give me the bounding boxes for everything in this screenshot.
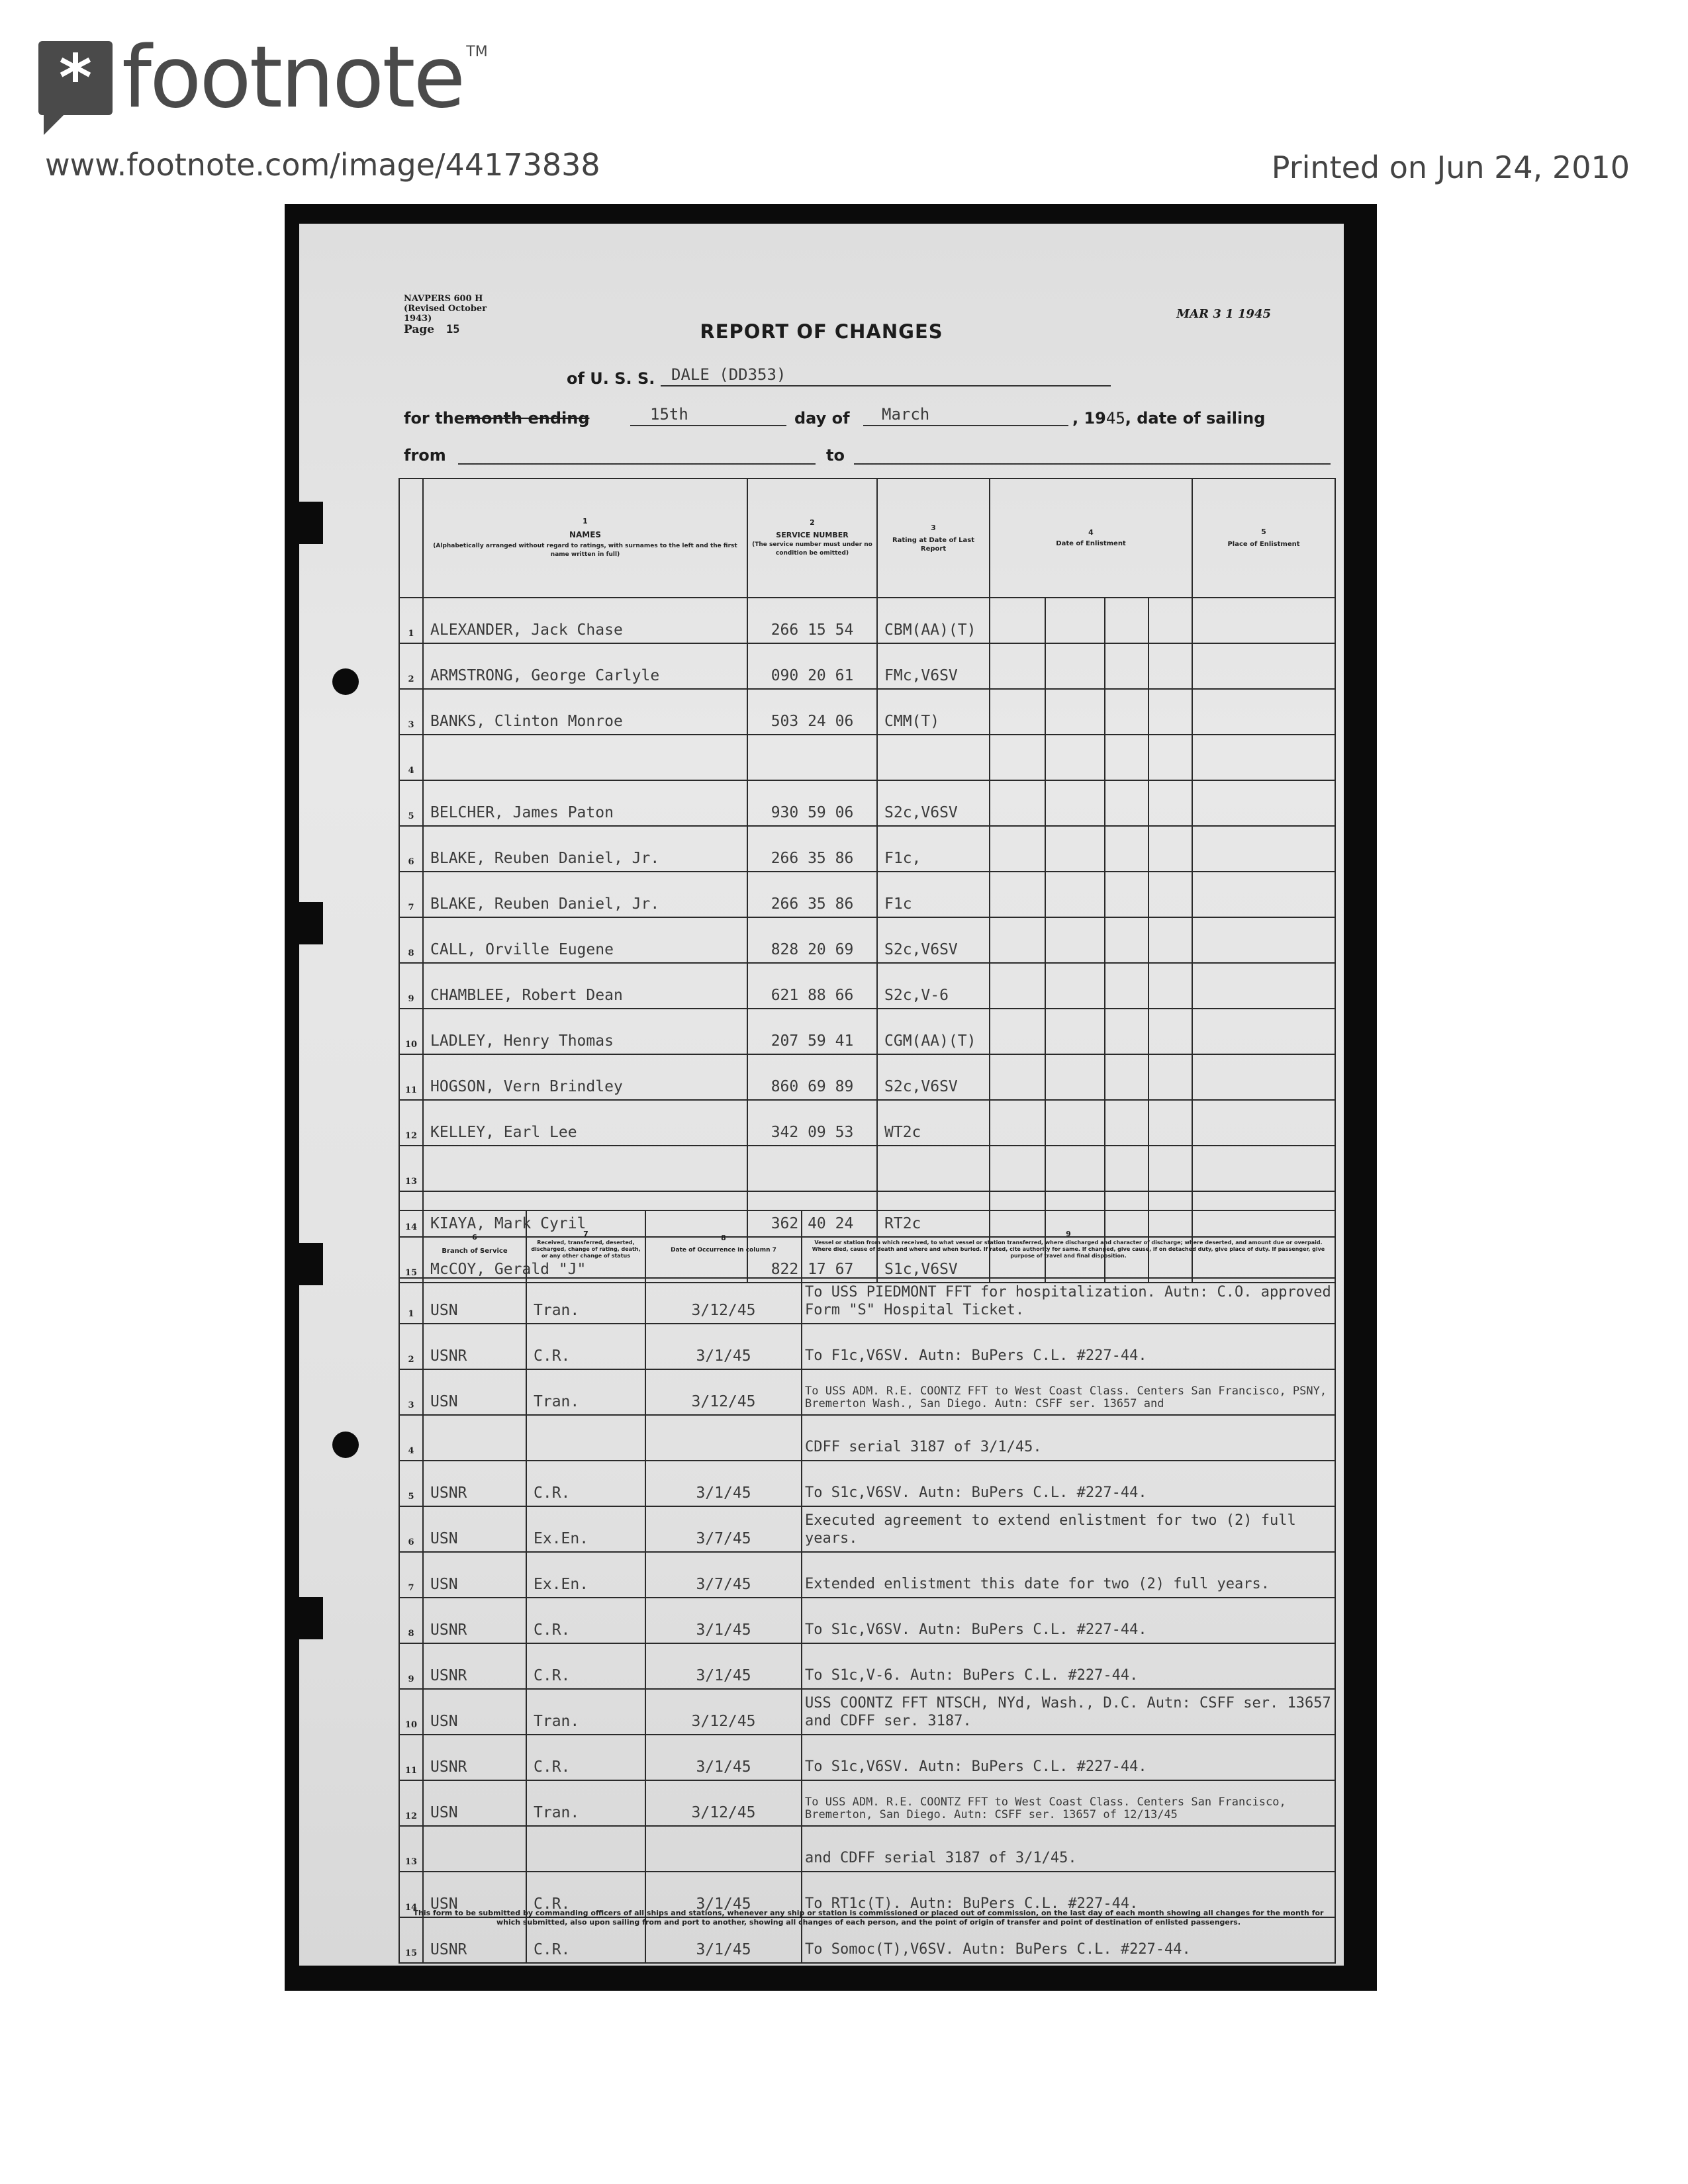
rating-header: 3 Rating at Date of Last Report	[877, 478, 990, 598]
to-underline	[854, 463, 1331, 465]
personnel-row: 6 BLAKE, Reuben Daniel, Jr. 266 35 86 F1c,	[399, 826, 1335, 872]
binder-tab	[285, 1243, 323, 1285]
for-label: for themonth ending	[404, 409, 590, 428]
scanned-page	[299, 224, 1344, 1966]
occurrence-date-header: 8 Date of Occurrence in column 7	[645, 1210, 802, 1278]
change-row: 8 USNR C.R. 3/1/45 To S1c,V6SV. Autn: BuPers C.L. #227-44.	[399, 1598, 1335, 1643]
from-label: from	[404, 446, 446, 465]
change-row: 13 and CDFF serial 3187 of 3/1/45.	[399, 1826, 1335, 1872]
report-day: 15th	[650, 405, 688, 424]
month-underline	[863, 425, 1068, 426]
change-row: 7 USN Ex.En. 3/7/45 Extended enlistment this date for two (2) full years.	[399, 1552, 1335, 1598]
change-row: 12 USN Tran. 3/12/45 To USS ADM. R.E. COONTZ FFT to West Coast Class. Centers San Francisco, Bremerton, San Diego. Autn: CSFF ser. 13657 of 12/13/45	[399, 1780, 1335, 1826]
row-number-header	[399, 1210, 423, 1278]
change-row: 11 USNR C.R. 3/1/45 To S1c,V6SV. Autn: BuPers C.L. #227-44.	[399, 1735, 1335, 1780]
personnel-row: 1 ALEXANDER, Jack Chase 266 15 54 CBM(AA)(T)	[399, 598, 1335, 643]
punch-hole	[332, 668, 359, 695]
change-row: 10 USN Tran. 3/12/45 USS COONTZ FFT NTSCH, NYd, Wash., D.C. Autn: CSFF ser. 13657 and CDFF ser. 3187.	[399, 1689, 1335, 1735]
change-row: 14 USN C.R. 3/1/45 To RT1c(T). Autn: BuPers C.L. #227-44.	[399, 1872, 1335, 1917]
binder-tab	[285, 902, 323, 944]
personnel-row: 8 CALL, Orville Eugene 828 20 69 S2c,V6SV	[399, 917, 1335, 963]
changes-header-row	[399, 1210, 1335, 1278]
personnel-header-row	[399, 478, 1335, 598]
form-footer-note: This form to be submitted by commanding officers of all ships and stations, whenever any ship or station is commissioned or placed out of commission, on the last day of each month showing all changes for the month for which submitted, also upon sailing from and port to another, showing all changes of each person, and the point of origin of transfer and point of destination of enlisted passengers.	[413, 1909, 1324, 1927]
trademark-mark: TM	[466, 44, 488, 60]
from-underline	[458, 463, 816, 465]
change-row: 2 USNR C.R. 3/1/45 To F1c,V6SV. Autn: BuPers C.L. #227-44.	[399, 1324, 1335, 1369]
personnel-table	[399, 478, 1336, 1283]
change-row: 9 USNR C.R. 3/1/45 To S1c,V-6. Autn: BuPers C.L. #227-44.	[399, 1643, 1335, 1689]
binder-tab	[285, 502, 323, 544]
day-underline	[630, 425, 786, 426]
remarks-header: 9 Vessel or station from which received, to what vessel or station transferred, where discharged and character of discharge; where deserted, and amount due or overpaid. Where died, cause of death and where and when buried. If rated, cite authority for same. If changed, give cause, if on detached duty, give place of duty. If passenger, give purpose of travel and final disposition.	[802, 1210, 1335, 1278]
change-row: 3 USN Tran. 3/12/45 To USS ADM. R.E. COONTZ FFT to West Coast Class. Centers San Francisco, PSNY, Bremerton Wash., San Diego. Autn: CSFF ser. 13657 and	[399, 1369, 1335, 1415]
change-row: 4 CDFF serial 3187 of 3/1/45.	[399, 1415, 1335, 1461]
punch-hole	[332, 1432, 359, 1458]
personnel-row: 5 BELCHER, James Paton 930 59 06 S2c,V6SV	[399, 780, 1335, 826]
change-row: 6 USN Ex.En. 3/7/45 Executed agreement to extend enlistment for two (2) full years.	[399, 1506, 1335, 1552]
service-number-header: 2 SERVICE NUMBER (The service number must under no condition be omitted)	[747, 478, 877, 598]
personnel-row: 7 BLAKE, Reuben Daniel, Jr. 266 35 86 F1c	[399, 872, 1335, 917]
year-label: , 1945, date of sailing	[1072, 409, 1266, 428]
personnel-row: 3 BANKS, Clinton Monroe 503 24 06 CMM(T)	[399, 689, 1335, 735]
branch-header: 6 Branch of Service	[423, 1210, 526, 1278]
binder-tab	[285, 1597, 323, 1639]
printed-date: Printed on Jun 24, 2010	[1271, 150, 1630, 185]
personnel-row: 12 KELLEY, Earl Lee 342 09 53 WT2c	[399, 1100, 1335, 1146]
row-number-header	[399, 478, 423, 598]
footnote-logo-icon: *	[38, 41, 113, 115]
to-label: to	[826, 446, 845, 465]
personnel-row: 4	[399, 735, 1335, 780]
personnel-row: 9 CHAMBLEE, Robert Dean 621 88 66 S2c,V-6	[399, 963, 1335, 1009]
change-header: 7 Received, transferred, deserted, discharged, change of rating, death, or any other change of status	[526, 1210, 645, 1278]
names-header: 1 NAMES (Alphabetically arranged without regard to ratings, with surnames to the left and the first name written in full)	[423, 478, 747, 598]
personnel-row: 13	[399, 1146, 1335, 1191]
change-row: 5 USNR C.R. 3/1/45 To S1c,V6SV. Autn: BuPers C.L. #227-44.	[399, 1461, 1335, 1506]
personnel-row: 11 HOGSON, Vern Brindley 860 69 89 S2c,V6SV	[399, 1054, 1335, 1100]
personnel-row: 10 LADLEY, Henry Thomas 207 59 41 CGM(AA)(T)	[399, 1009, 1335, 1054]
enlistment-date-header: 4 Date of Enlistment	[990, 478, 1192, 598]
document-title: REPORT OF CHANGES	[700, 320, 943, 343]
personnel-row: 15 McCOY, Gerald "J" 822 17 67 S1c,V6SV	[399, 1237, 1335, 1283]
ship-label: of U. S. S.	[567, 369, 655, 388]
footnote-logo-text: footnote	[122, 28, 464, 127]
personnel-row: 2 ARMSTRONG, George Carlyle 090 20 61 FMc,V6SV	[399, 643, 1335, 689]
day-of-label: day of	[794, 409, 850, 428]
ship-name: DALE (DD353)	[671, 365, 786, 384]
report-month: March	[882, 405, 930, 424]
source-url[interactable]: www.footnote.com/image/44173838	[45, 147, 600, 183]
footnote-logo[interactable]	[38, 28, 488, 127]
change-row: 15 USNR C.R. 3/1/45 To Somoc(T),V6SV. Autn: BuPers C.L. #227-44.	[399, 1917, 1335, 1963]
form-page: Page 15	[404, 323, 460, 336]
enlistment-place-header: 5 Place of Enlistment	[1192, 478, 1335, 598]
date-stamp: MAR 3 1 1945	[1176, 307, 1271, 321]
changes-table	[399, 1210, 1336, 1964]
change-row: 1 USN Tran. 3/12/45 To USS PIEDMONT FFT for hospitalization. Autn: C.O. approved Form "S" Hospital Ticket.	[399, 1278, 1335, 1324]
personnel-row: 14 KIAYA, Mark Cyril 362 40 24 RT2c	[399, 1191, 1335, 1237]
ship-underline	[661, 385, 1111, 387]
form-number: NAVPERS 600 H (Revised October 1943)	[404, 294, 487, 324]
